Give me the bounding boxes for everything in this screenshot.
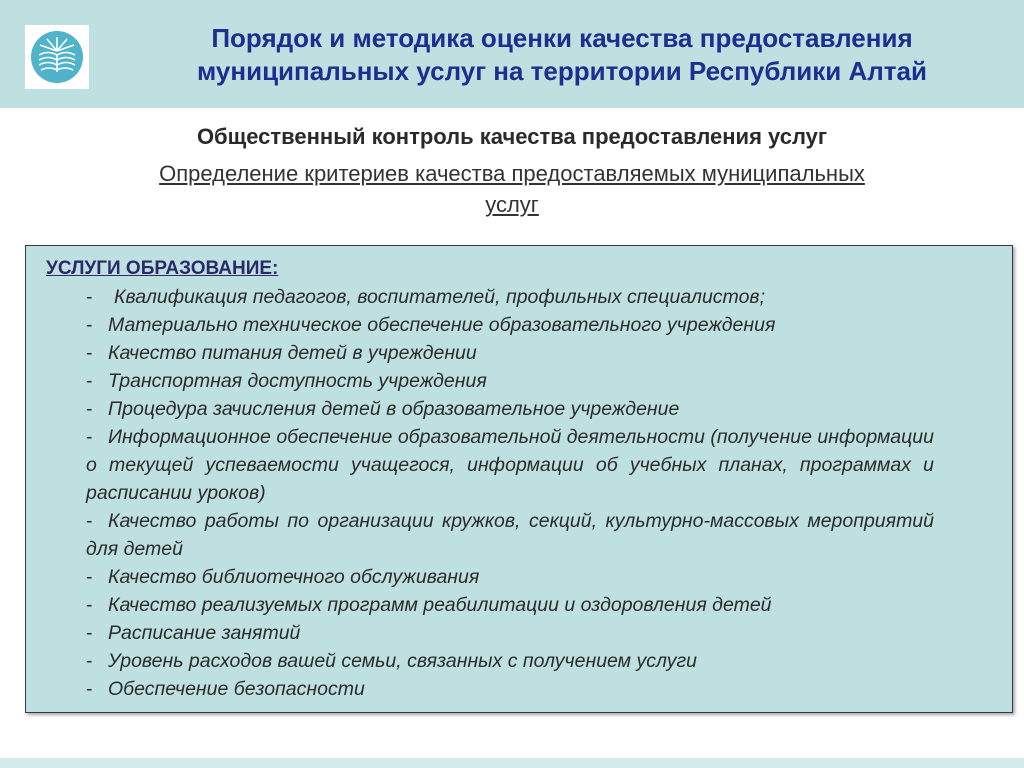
list-dash: -	[86, 426, 93, 448]
book-emblem-icon	[25, 25, 89, 89]
list-item-text: Материально техническое обеспечение образовательного учреждения	[108, 314, 776, 336]
list-item	[86, 283, 934, 311]
list-dash: -	[86, 314, 93, 336]
list-item	[86, 395, 934, 423]
list-dash: -	[86, 650, 93, 672]
list-item-text: Квалификация педагогов, воспитателей, профильных специалистов;	[114, 286, 766, 308]
footer-band	[0, 758, 1024, 768]
list-item-text: Уровень расходов вашей семьи, связанных с получением услуги	[108, 650, 697, 672]
list-dash: -	[86, 286, 93, 308]
list-item	[86, 423, 934, 507]
list-item-text: Качество работы по организации кружков, секций, культурно-массовых мероприятий для детей	[86, 510, 934, 560]
list-dash: -	[86, 678, 93, 700]
list-item-text: Качество библиотечного обслуживания	[108, 566, 480, 588]
list-item	[86, 507, 934, 563]
logo	[25, 25, 89, 89]
list-item	[86, 563, 934, 591]
section-subtitle: Определение критериев качества предоставляемых муниципальных услуг	[159, 161, 865, 217]
services-box	[25, 245, 1013, 713]
list-dash: -	[86, 622, 93, 644]
list-dash: -	[86, 398, 93, 420]
list-item-text: Качество реализуемых программ реабилитации и оздоровления детей	[108, 594, 772, 616]
list-item-text: Транспортная доступность учреждения	[108, 370, 487, 392]
list-item-text: Процедура зачисления детей в образовательное учреждение	[108, 398, 680, 420]
list-item-text: Расписание занятий	[108, 622, 301, 644]
header-band	[0, 0, 1024, 108]
page-title: Порядок и методика оценки качества предоставления муниципальных услуг на территории Республики Алтай	[197, 23, 927, 86]
list-item-text: Информационное обеспечение образовательной деятельности (получение информации о текущей успеваемости учащегося, информации об учебных планах, программах и расписании уроков)	[86, 426, 934, 504]
services-list	[86, 283, 934, 703]
list-item	[86, 647, 934, 675]
list-item	[86, 367, 934, 395]
list-dash: -	[86, 370, 93, 392]
services-heading: УСЛУГИ ОБРАЗОВАНИЕ:	[46, 258, 279, 279]
list-item	[86, 675, 934, 703]
section-title: Общественный контроль качества предоставления услуг	[196, 124, 828, 149]
list-item	[86, 591, 934, 619]
list-item	[86, 311, 934, 339]
list-item	[86, 619, 934, 647]
list-item	[86, 339, 934, 367]
list-dash: -	[86, 342, 93, 364]
list-item-text: Качество питания детей в учреждении	[108, 342, 477, 364]
list-dash: -	[86, 566, 93, 588]
list-dash: -	[86, 594, 93, 616]
list-item-text: Обеспечение безопасности	[108, 678, 365, 700]
list-dash: -	[86, 510, 93, 532]
